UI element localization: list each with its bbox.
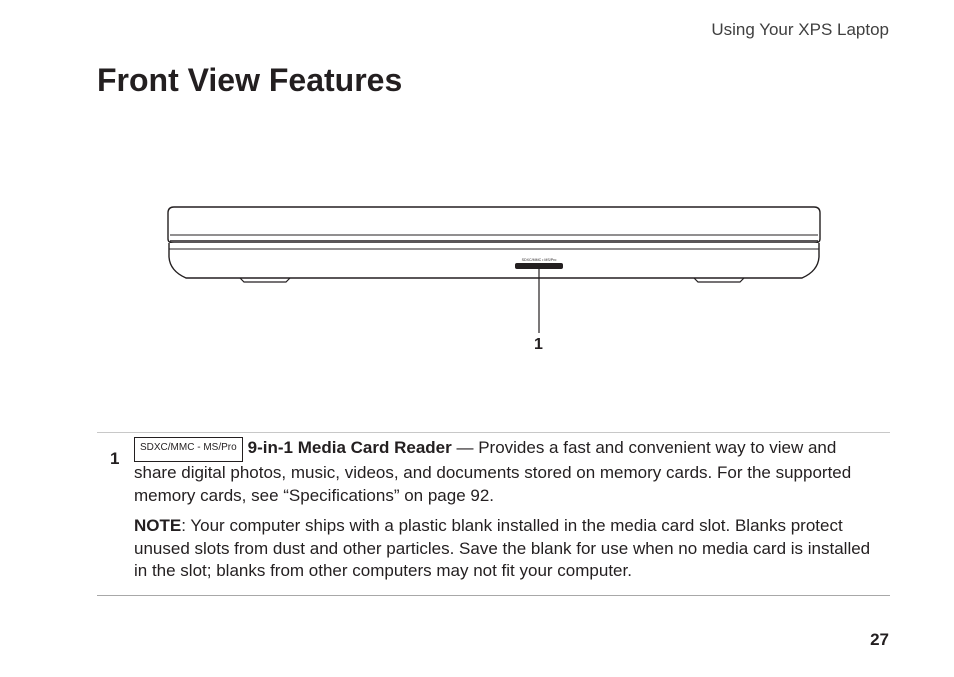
page-number: 27 [870,630,889,649]
note-text: : Your computer ships with a plastic blank installed in the media card slot. Blanks protect unused slots from dust and other particles. Save the blank for use when no media card is installed in the slot; blanks from other computers may not fit your computer. [134,516,871,580]
table-rule-bottom [97,595,890,596]
table-rule-top [97,432,890,433]
feature-description: — Provides a fast and convenient way to view and share digital photos, music, videos, and documents stored on memory cards. For the supported memory cards, see “Specifications” on page 92. [134,438,852,505]
item-body [134,437,879,583]
page-title: Front View Features [97,62,403,98]
note-paragraph [134,515,879,583]
item-number: 1 [110,449,120,468]
laptop-front-view-illustration [160,195,830,365]
callout-number: 1 [534,336,543,353]
media-card-slot [515,263,563,269]
card-reader-icon: SDXC/MMC - MS/Pro [134,437,243,462]
feature-paragraph [134,437,879,507]
laptop-lid [168,207,820,243]
running-head: Using Your XPS Laptop [711,20,889,39]
feature-name: 9-in-1 Media Card Reader [247,438,452,457]
laptop-base [169,243,819,278]
note-label: NOTE [134,516,182,535]
slot-label-text: SDXC/MMC • MS/Pro [521,258,557,262]
